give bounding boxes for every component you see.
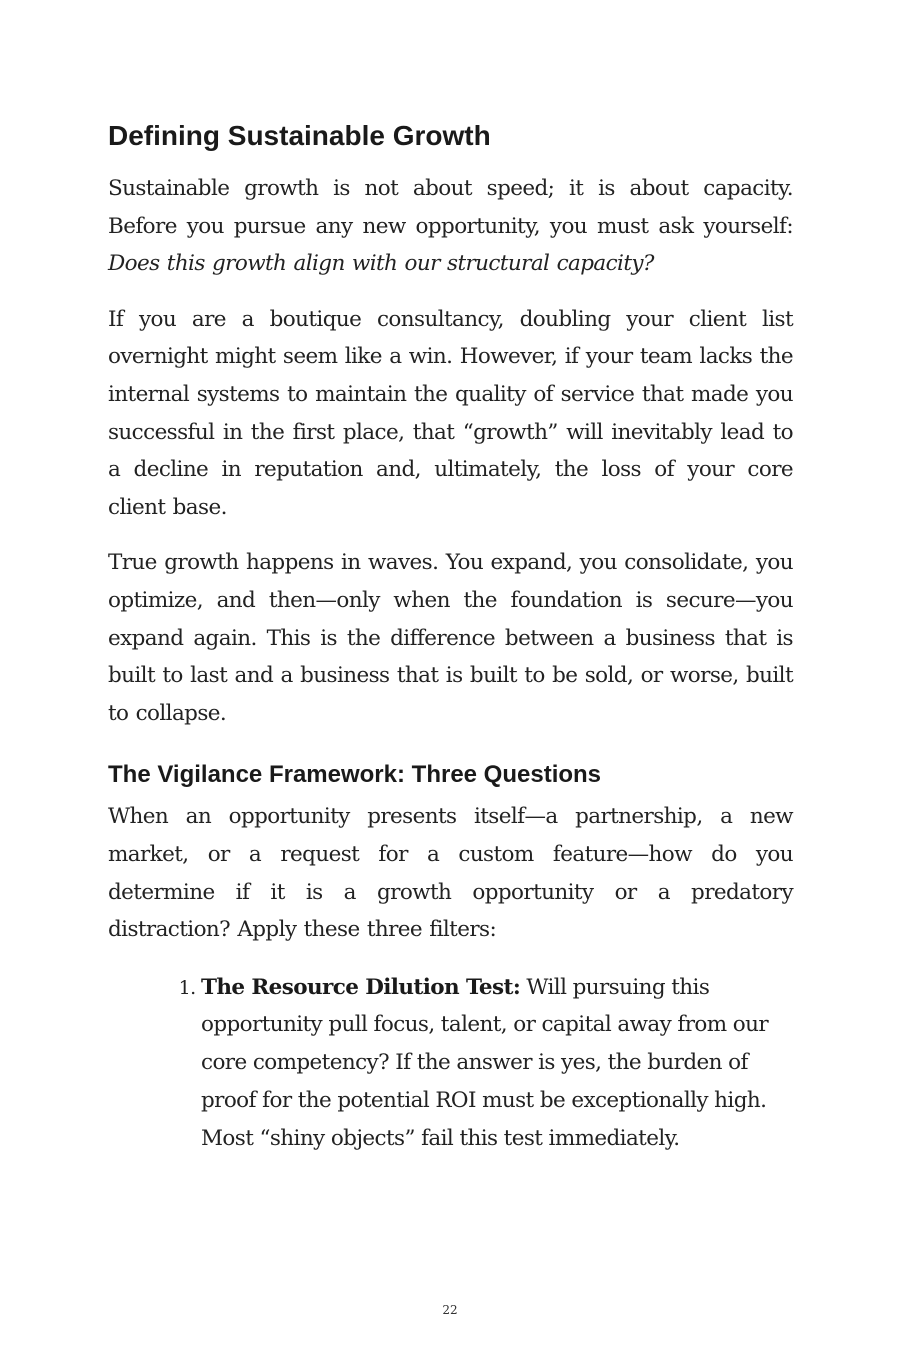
list-item-text: Will pursuing this opportunity pull focus, talent, or capital away from our core competency? If the answer is yes, the burden of proof for the potential ROI must be exceptionally high. Most “shiny objects” fail this test immediately.: [201, 974, 769, 1151]
paragraph-consultancy-example: If you are a boutique consultancy, doubling your client list overnight might seem like a win. However, if your team lacks the internal systems to maintain the quality of service that made you successful in the first place, that “growth” will inevitably lead to a decline in reputation and, ultimately, the loss of your core client base.: [108, 306, 793, 520]
paragraph-capacity-text: Sustainable growth is not about speed; it is about capacity. Before you pursue any new opportunity, you must ask yourself:: [108, 176, 793, 239]
paragraph-growth-waves: True growth happens in waves. You expand, you consolidate, you optimize, and then—only when the foundation is secure—you expand again. This is the difference between a business that is built to last and a business that is built to be sold, or worse, built to collapse.: [108, 550, 793, 726]
filter-list: [108, 969, 793, 1158]
capacity-question: Does this growth align with our structural capacity?: [108, 251, 654, 277]
subsection-heading: The Vigilance Framework: Three Questions: [108, 761, 602, 789]
section-heading: Defining Sustainable Growth: [108, 120, 491, 151]
list-item-resource-dilution: [201, 969, 793, 1158]
list-item-label: The Resource Dilution Test:: [201, 974, 521, 1000]
paragraph-capacity: [108, 170, 793, 283]
page-number: 22: [442, 1303, 458, 1317]
paragraph-opportunity-filters: When an opportunity presents itself—a partnership, a new market, or a request for a custom feature—how do you determine if it is a growth opportunity or a predatory distraction? Apply these three filters:: [108, 804, 793, 943]
page-content: [108, 116, 793, 1158]
